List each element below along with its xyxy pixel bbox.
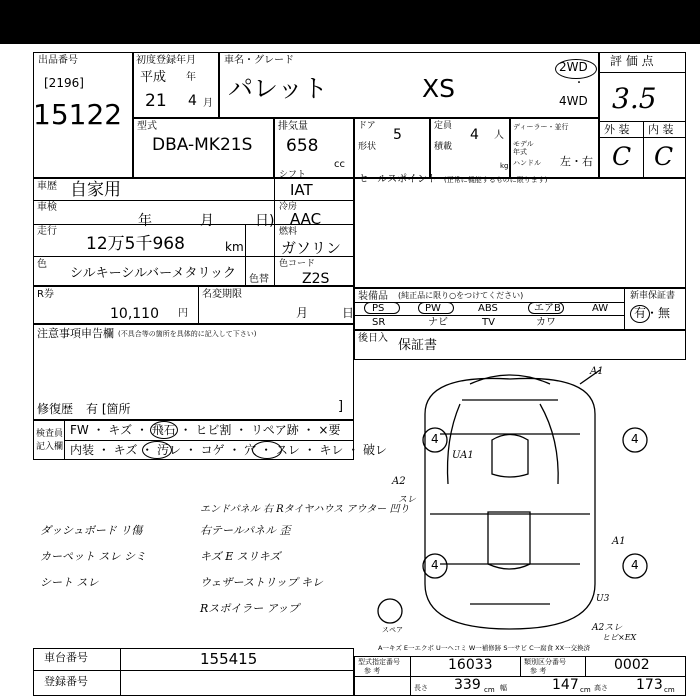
damage-a1-top: A1 <box>590 366 604 377</box>
load-unit: kg <box>500 162 509 170</box>
shift-label: シフト <box>279 170 307 180</box>
designation-sub: 参 考 <box>364 667 381 675</box>
notes-label: 注意事項申告欄 <box>37 327 114 340</box>
category-label: 類別区分番号 <box>524 658 566 666</box>
doors-value: 5 <box>393 127 402 143</box>
new-warranty-value: 有・無 <box>634 306 671 320</box>
damage-a1-right: A1 <box>612 536 626 547</box>
new-warranty-label: 新車保証書 <box>630 291 676 301</box>
displacement-unit: cc <box>334 159 345 170</box>
damage-a2-bottom-sub: ヒビ×EX <box>602 633 637 642</box>
model-year-label: モデル 年式 <box>513 140 534 156</box>
hand-right-2: 右テールパネル 歪 <box>200 524 291 537</box>
hand-left-2: カーペット スレ シミ <box>40 550 146 563</box>
post-entry-value: 保証書 <box>398 338 438 353</box>
first-reg-month: 4 <box>188 93 197 109</box>
drive-dot: ・ <box>574 78 584 89</box>
top-black-band <box>0 0 700 44</box>
notes-sub: (不具合等の箇所を具体的に記入して下さい) <box>118 330 257 338</box>
post-entry-label: 後日入 <box>358 333 388 344</box>
equip-tv: TV <box>482 317 495 328</box>
damage-ua1: UA1 <box>452 450 474 461</box>
dealer-label: ディーラー・並行 <box>513 123 569 131</box>
fuel-label: 燃料 <box>279 227 298 237</box>
fuel-value: ガソリン <box>281 239 342 257</box>
equip-pw: PW <box>425 303 441 314</box>
handle-value: 左・右 <box>560 155 593 168</box>
hand-right-4: ウェザーストリップ キレ <box>200 576 323 589</box>
handle-label: ハンドル <box>513 159 541 167</box>
inspection-year: 年 <box>138 213 152 229</box>
chassis-label: 車台番号 <box>44 651 88 664</box>
width-value: 147 <box>552 677 579 693</box>
first-reg-year: 21 <box>145 91 167 111</box>
length-value: 339 <box>454 677 481 693</box>
name-change-label: 名変期限 <box>202 289 242 300</box>
equipment-label: 装備品 <box>358 291 388 302</box>
history-value: 自家用 <box>70 180 121 200</box>
color-code-label: 色コード <box>279 259 316 269</box>
height-label: 高さ <box>594 684 608 692</box>
equip-airbag: エアB <box>534 303 561 314</box>
displacement-value: 658 <box>286 136 319 156</box>
hand-left-3: シート スレ <box>40 576 99 589</box>
shift-value: IAT <box>290 181 313 199</box>
capacity-unit: 人 <box>494 130 504 141</box>
capacity-label: 定員 <box>434 121 453 131</box>
cooler-label: 冷房 <box>279 202 298 212</box>
car-name-label: 車名・グレード <box>224 55 294 66</box>
doors-label: ドア <box>358 121 376 131</box>
length-label: 長さ <box>414 684 428 692</box>
car-grade-value: XS <box>422 74 455 103</box>
category-sub: 参 考 <box>530 667 547 675</box>
auction-sheet: 出品番号 [2196] 15122 初度登録年月 平成 21 年 4 月 車名・グレード パレット XS 2WD ・ 4WD 評 価 点 3.5 外 装 内 装 C C 型式 DBA-MK21S 排気量 658 cc ドア 5 形状 定員 4 人 積載 kg ディーラー・並行 モデル 年式 ハンドル 左・右 車歴 自家用 車検 年 月 日) 走行 12万5千968 km 色 シルキーシルバーメタリック 色替 シフト IAT 冷房 AAC 燃料 ガソリン 色コード Z2S R券 10,110 円 名変期限 月 日 注意事項申告欄 (不具合等の箇所を具体的に記入して下さい) 有 [箇所 修復歴 ] 検査員 記入欄 FW ・ キズ ・ 飛石 ・ ヒビ割 ・ リペア跡 ・ ×要 内装 ・ キズ ・ 汚レ ・ コゲ ・ 穴 ・ スレ ・ キレ ・ 破レ エンドパネル 右 Rタイヤハウス アウター 凹り ダッシュボード リ傷 右テールパネル 歪 カーペット スレ シミ キズ E スリキズ シート スレ ウェザーストリップ キレ Rスポイラー アップ セールスポイント (正常に機能するものに限ります) 装備品 (純正品に限り○をつけてください) PS PW ABS エアB AW SR ナビ TV カワ 新車保証書 有・無 後日入 保証書 4 4 4 4 A1 UA1 A2 スレ A1 U3 A2スレ ヒビ×EX スペア A一キズ E一エクボ U一ヘコミ W一補修跡 S一サビ C一腐食 XX一交換済 車台番号 155415 登録番号 型式指定番号 参 考 16033 類別区分番号 参 考 0002 長さ 339 cm 幅 147 cm 高さ 173 cm <box>0 44 700 700</box>
damage-a2-sub: スレ <box>398 495 417 505</box>
equip-sr: SR <box>372 317 386 328</box>
equip-leather: カワ <box>536 317 556 328</box>
first-reg-era: 平成 <box>140 70 167 85</box>
tire-fr: 4 <box>631 432 639 446</box>
mileage-value: 12万5千968 <box>86 234 185 254</box>
score-label: 評 価 点 <box>610 54 654 68</box>
color-value: シルキーシルバーメタリック <box>70 266 237 281</box>
interior-label: 内 装 <box>648 123 674 136</box>
damage-a2: A2 <box>392 476 406 487</box>
equip-ps: PS <box>372 303 385 314</box>
height-unit: cm <box>664 686 675 694</box>
lot-number: 15122 <box>33 98 123 131</box>
first-reg-month-unit: 月 <box>203 98 213 109</box>
damage-u3: U3 <box>596 594 610 604</box>
cooler-value: AAC <box>290 210 322 228</box>
color-label: 色 <box>37 259 47 270</box>
spare-label: スペア <box>382 626 403 634</box>
height-value: 173 <box>636 677 663 693</box>
registration-label: 登録番号 <box>44 675 88 688</box>
inspection-label: 車検 <box>37 202 57 213</box>
tire-fl: 4 <box>431 432 439 446</box>
model-value: DBA-MK21S <box>152 135 253 155</box>
damage-a2-bottom: A2スレ <box>592 623 623 633</box>
load-label: 積載 <box>434 142 453 152</box>
color-change-label: 色替 <box>249 274 269 285</box>
history-label: 車歴 <box>37 181 57 192</box>
width-unit: cm <box>580 686 591 694</box>
width-label: 幅 <box>500 684 507 692</box>
hand-right-1: エンドパネル 右 Rタイヤハウス アウター 凹り <box>200 504 410 515</box>
equip-navi: ナビ <box>428 317 448 328</box>
designation-value: 16033 <box>448 657 493 673</box>
car-name-value: パレット <box>228 74 328 103</box>
exterior-label: 外 装 <box>604 123 630 136</box>
first-reg-year-unit: 年 <box>186 72 196 83</box>
equipment-sub: (純正品に限り○をつけてください) <box>398 291 524 300</box>
exterior-grade: C <box>612 142 632 171</box>
equip-abs: ABS <box>478 303 498 314</box>
checker-label-1: 検査員 <box>36 429 64 439</box>
score-value: 3.5 <box>612 82 657 115</box>
lot-label: 出品番号 <box>38 55 78 66</box>
hand-left-1: ダッシュボード リ傷 <box>40 524 143 537</box>
lot-bracket: [2196] <box>44 76 84 90</box>
displacement-label: 排気量 <box>278 121 308 132</box>
chassis-value: 155415 <box>200 650 258 668</box>
selling-points-sub: (正常に機能するものに限ります) <box>444 176 548 184</box>
color-code-value: Z2S <box>302 271 330 287</box>
recycle-value: 10,110 <box>110 306 159 322</box>
checker-label-2: 記入欄 <box>36 442 64 452</box>
inspection-month: 月 <box>200 213 214 229</box>
recycle-unit: 円 <box>178 308 188 319</box>
inspection-day: 日) <box>255 213 275 229</box>
repair-label: 有 [箇所 <box>86 402 131 416</box>
tire-rl: 4 <box>431 558 439 572</box>
interior-grade: C <box>654 142 674 171</box>
drive-2wd: 2WD <box>559 60 588 74</box>
hand-right-3: キズ E スリキズ <box>200 550 281 563</box>
model-label: 型式 <box>137 121 157 132</box>
checker-row-1: FW ・ キズ ・ 飛石 ・ ヒビ割 ・ リペア跡 ・ ×要 <box>70 423 341 437</box>
recycle-label: R券 <box>37 289 54 300</box>
category-value: 0002 <box>614 657 650 673</box>
damage-legend: A一キズ E一エクボ U一ヘコミ W一補修跡 S一サビ C一腐食 XX一交換済 <box>378 644 591 652</box>
mileage-label: 走行 <box>37 226 57 237</box>
name-change-day: 日 <box>342 306 355 320</box>
designation-label: 型式指定番号 <box>358 658 400 666</box>
name-change-month: 月 <box>296 306 309 320</box>
tire-rr: 4 <box>631 558 639 572</box>
drive-4wd: 4WD <box>559 94 588 108</box>
length-unit: cm <box>484 686 495 694</box>
hand-right-5: Rスポイラー アップ <box>200 602 300 615</box>
capacity-value: 4 <box>470 127 479 143</box>
selling-points-label: セールスポイント <box>358 174 438 185</box>
mileage-unit: km <box>225 240 244 254</box>
equip-aw: AW <box>592 303 609 314</box>
checker-row-2: 内装 ・ キズ ・ 汚レ ・ コゲ ・ 穴 ・ スレ ・ キレ ・ 破レ <box>70 443 388 457</box>
first-reg-label: 初度登録年月 <box>136 55 196 66</box>
shape-label: 形状 <box>358 142 377 152</box>
